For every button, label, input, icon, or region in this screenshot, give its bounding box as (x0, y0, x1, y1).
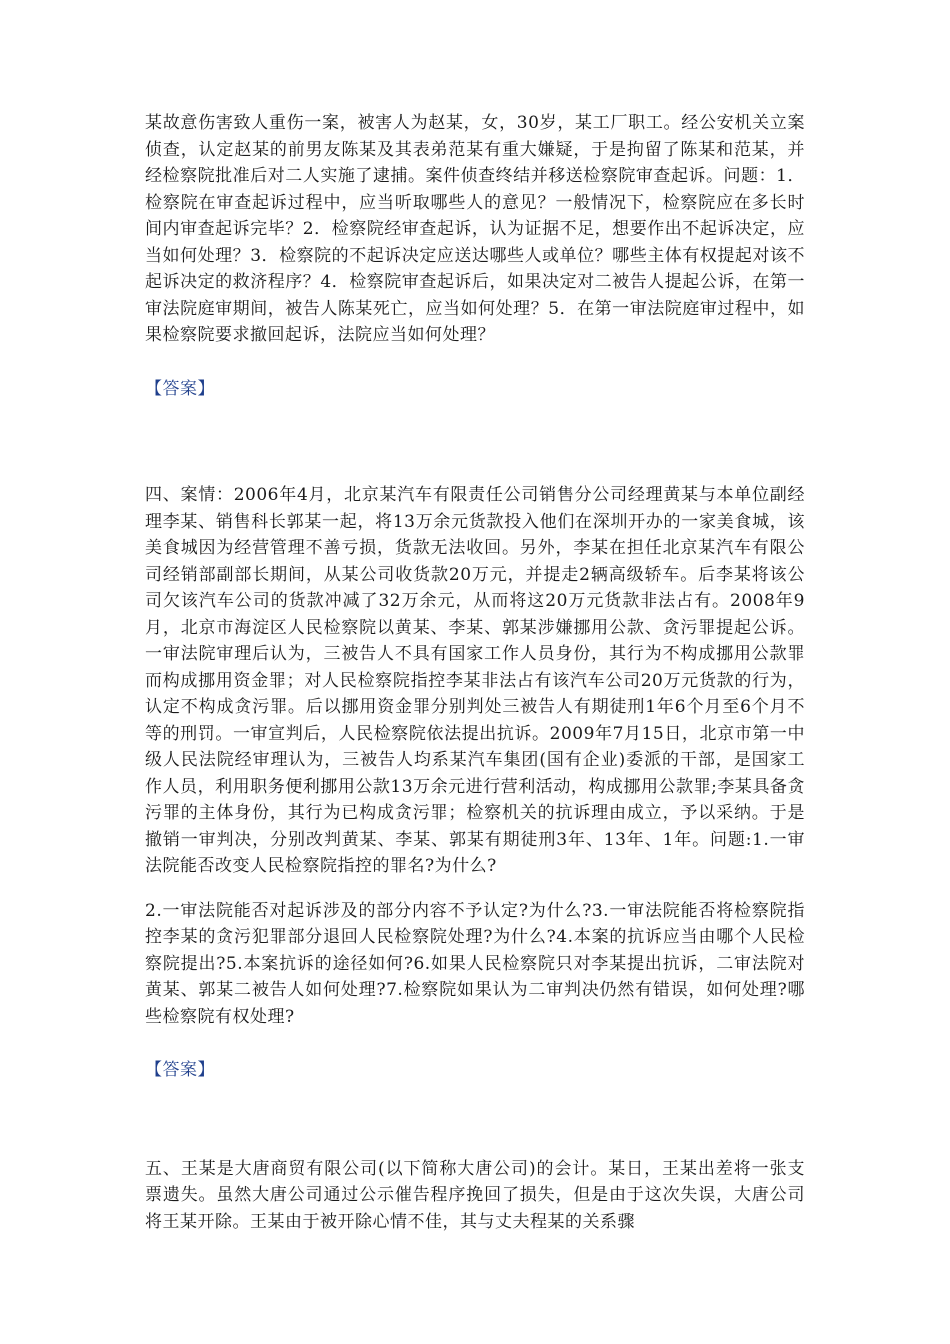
question-4-body: 四、案情：2006年4月，北京某汽车有限责任公司销售分公司经理黄某与本单位副经理李某、销售科长郭某一起，将13万余元货款投入他们在深圳开办的一家美食城，该美食城因为经营管理不善亏损，货款无法收回。另外，李某在担任北京某汽车有限公司经销部副部长期间，从某公司收货款20万元，并提走2辆高级轿车。后李某将该公司欠该汽车公司的货款冲减了32万余元，从而将这20万元货款非法占有。2008年9月，北京市海淀区人民检察院以黄某、李某、郭某涉嫌挪用公款、贪污罪提起公诉。一审法院审理后认为，三被告人不具有国家工作人员身份，其行为不构成挪用公款罪而构成挪用资金罪；对人民检察院指控李某非法占有该汽车公司20万元货款的行为，认定不构成贪污罪。后以挪用资金罪分别判处三被告人有期徒刑1年6个月至6个月不等的刑罚。一审宣判后，人民检察院依法提出抗诉。2009年7月15日，北京市第一中级人民法院经审理认为，三被告人均系某汽车集团(国有企业)委派的干部，是国家工作人员，利用职务便利挪用公款13万余元进行营利活动，构成挪用公款罪;李某具备贪污罪的主体身份，其行为已构成贪污罪；检察机关的抗诉理由成立，予以采纳。于是撤销一审判决，分别改判黄某、李某、郭某有期徒刑3年、13年、1年。问题:1.一审法院能否改变人民检察院指控的罪名?为什么? (145, 485, 805, 876)
question-5-body: 五、王某是大唐商贸有限公司(以下简称大唐公司)的会计。某日，王某出差将一张支票遗失。虽然大唐公司通过公示催告程序挽回了损失，但是由于这次失误，大唐公司将王某开除。王某由于被开除心情不佳，其与丈夫程某的关系骤 (145, 1158, 805, 1232)
document-page (145, 110, 805, 1235)
question-4-subquestions: 2.一审法院能否对起诉涉及的部分内容不予认定?为什么?3.一审法院能否将检察院指控李某的贪污犯罪部分退回人民检察院处理?为什么?4.本案的抗诉应当由哪个人民检察院提出?5.本案抗诉的途径如何?6.如果人民检察院只对李某提出抗诉，二审法院对黄某、郭某二被告人如何处理?7.检察院如果认为二审判决仍然有错误，如何处理?哪些检察院有权处理? (145, 900, 805, 1027)
question-3-body: 某故意伤害致人重伤一案，被害人为赵某，女，30岁，某工厂职工。经公安机关立案侦查，认定赵某的前男友陈某及其表弟范某有重大嫌疑，于是拘留了陈某和范某，并经检察院批准后对二人实施了逮捕。案件侦查终结并移送检察院审查起诉。问题：1．检察院在审查起诉过程中，应当听取哪些人的意见？一般情况下，检察院应在多长时间内审查起诉完毕？2．检察院经审查起诉，认为证据不足，想要作出不起诉决定，应当如何处理？3．检察院的不起诉决定应送达哪些人或单位？哪些主体有权提起对该不起诉决定的救济程序？4．检察院审查起诉后，如果决定对二被告人提起公诉，在第一审法院庭审期间，被告人陈某死亡，应当如何处理？5．在第一审法院庭审过程中，如果检察院要求撤回起诉，法院应当如何处理？ (145, 113, 805, 345)
answer-label: 【答案】 (145, 378, 215, 399)
answer-label: 【答案】 (145, 1060, 215, 1080)
